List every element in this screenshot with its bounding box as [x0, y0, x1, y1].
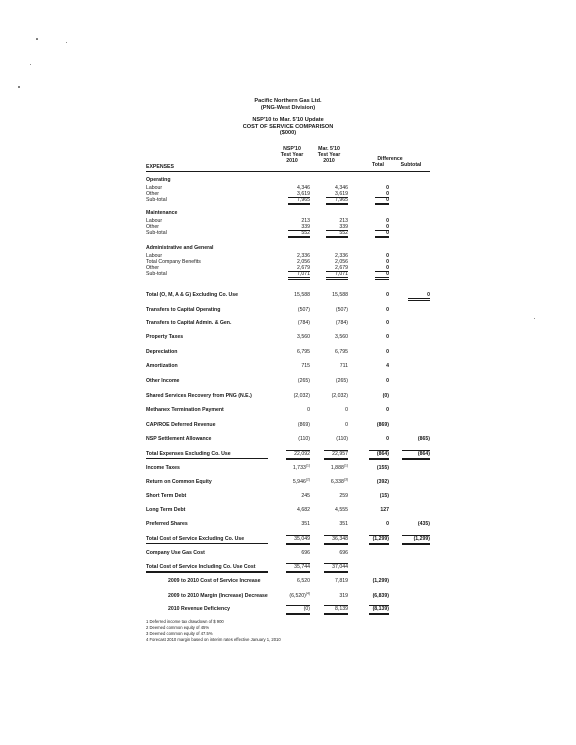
row-label: 2010 Revenue Deficiency — [168, 606, 230, 612]
nsp-value-text: 0 — [307, 407, 310, 413]
nsp-value — [270, 564, 310, 570]
mar-value — [308, 393, 348, 399]
footnote-marker: (2) — [305, 477, 310, 482]
row-label: Property Taxes — [146, 334, 184, 340]
scan-speck — [534, 318, 535, 319]
nsp-value — [270, 451, 310, 457]
row-label: Income Taxes — [146, 465, 180, 471]
row-label: Operating — [146, 177, 171, 183]
difference-total-value-text: 127 — [380, 507, 389, 513]
mar-value — [308, 536, 348, 542]
mar-value-text: 0 — [345, 422, 348, 428]
difference-total-value — [349, 320, 389, 326]
mar-value-text: 351 — [339, 521, 348, 527]
column-rule — [286, 614, 310, 615]
row-label: Amortization — [146, 363, 178, 369]
column-rule — [402, 450, 430, 451]
report-title: COST OF SERVICE COMPARISON — [242, 123, 334, 130]
nsp-value — [270, 307, 310, 313]
difference-total-value-text: 0 — [386, 190, 389, 197]
difference-total-value-text: 0 — [386, 407, 389, 413]
report-subtitle: NSP'10 to Mar. 5'10 Update — [252, 117, 324, 123]
nsp-value — [270, 493, 310, 499]
difference-total-value — [349, 292, 389, 298]
row-label: Methanex Termination Payment — [146, 407, 224, 413]
column-rule — [286, 544, 310, 545]
difference-total-value-text: 0 — [386, 217, 389, 224]
row-label: Maintenance — [146, 210, 178, 216]
mar-value — [308, 451, 348, 457]
row-label: 2009 to 2010 Margin (Increase) Decrease — [168, 593, 268, 599]
mar-value — [308, 292, 348, 298]
nsp-value-text: 1,733 — [292, 465, 306, 471]
mar-value — [308, 363, 348, 369]
scan-speck — [66, 42, 67, 43]
difference-total-value-text: 0 — [386, 196, 389, 203]
nsp-value-text: 213 — [301, 217, 310, 224]
mar-value — [305, 477, 348, 485]
nsp-value-text: 4,682 — [297, 507, 310, 513]
column-rule — [375, 230, 389, 231]
nsp-value-text: 35,049 — [294, 536, 310, 542]
nsp-value — [270, 436, 310, 442]
nsp-value-text: 2,336 — [297, 253, 310, 259]
company-name: Pacific Northern Gas Ltd. — [254, 98, 322, 104]
difference-total-value-text: (1,299) — [372, 536, 389, 542]
difference-subtotal-value — [390, 292, 430, 298]
footnote-marker: (1) — [343, 463, 348, 468]
difference-total-value — [349, 465, 389, 471]
row-label: Shared Services Recovery from PNG (N.E.) — [146, 393, 252, 399]
difference-total-value — [349, 407, 389, 413]
mar-value-text: 7,819 — [335, 578, 348, 584]
row-label: Preferred Shares — [146, 521, 188, 527]
mar-value-text: 37,044 — [332, 564, 348, 570]
mar-value-text: 259 — [339, 493, 348, 499]
mar-value — [308, 349, 348, 355]
row-label: Other — [146, 265, 159, 271]
nsp-value-text: 22,092 — [294, 451, 310, 457]
scan-speck — [30, 64, 31, 65]
mar-value-text: 2,336 — [335, 253, 348, 259]
footnote-marker: (1) — [305, 463, 310, 468]
label-rule — [146, 543, 268, 544]
mar-value — [308, 578, 348, 584]
column-rule — [402, 535, 430, 536]
column-rule — [324, 605, 348, 606]
difference-total-value-text: (869) — [376, 422, 389, 428]
mar-value-text: 1,888 — [330, 465, 344, 471]
mar-value — [308, 320, 348, 326]
mar-value-text: 2,056 — [335, 259, 348, 265]
difference-total-value-text: (392) — [376, 479, 389, 485]
nsp-value — [270, 606, 310, 612]
column-rule — [375, 279, 389, 280]
nsp-value — [270, 536, 310, 542]
mar-value-text: 6,795 — [335, 349, 348, 355]
column-rule — [286, 572, 310, 573]
nsp-value-text: 6,520 — [297, 578, 310, 584]
mar-value — [308, 521, 348, 527]
footnote: 2 Deemed common equity of 45% — [146, 625, 210, 630]
mar-column-header: Mar. 5'10 Test Year 2010 — [317, 146, 341, 164]
difference-total-value-text: (155) — [376, 465, 389, 471]
nsp-value-text: 715 — [301, 363, 310, 369]
nsp-value-text: 2,679 — [297, 265, 310, 271]
mar-value — [308, 564, 348, 570]
row-label: Total Company Benefits — [146, 259, 201, 265]
mar-value-text: 696 — [339, 550, 348, 556]
nsp-value — [270, 320, 310, 326]
difference-total-value-text: (1,299) — [372, 578, 389, 584]
nsp-value — [270, 378, 310, 384]
nsp-value — [270, 593, 310, 599]
nsp-value-text: (2,032) — [293, 393, 310, 399]
subtotal-header: Subtotal — [400, 162, 422, 168]
difference-total-value-text: 0 — [386, 259, 389, 265]
column-rule — [324, 572, 348, 573]
difference-total-value-text: 0 — [386, 271, 389, 277]
nsp-value — [270, 550, 310, 556]
column-rule — [324, 563, 348, 564]
difference-total-value-text: 0 — [386, 378, 389, 384]
nsp-value-text: (784) — [297, 320, 310, 326]
column-rule — [286, 563, 310, 564]
difference-subtotal-value-text: (865) — [417, 436, 430, 442]
nsp-value-text: 2,056 — [297, 259, 310, 265]
mar-value-text: 711 — [339, 363, 348, 369]
mar-value-text: 4,555 — [335, 507, 348, 513]
difference-total-value-text: 0 — [386, 320, 389, 326]
mar-value-text: 3,619 — [335, 190, 348, 197]
row-label: Labour — [146, 184, 163, 191]
difference-total-value — [349, 479, 389, 485]
column-rule — [326, 271, 348, 272]
difference-total-value — [349, 307, 389, 313]
nsp-value-text: 3,560 — [297, 334, 310, 340]
row-label: Depreciation — [146, 349, 178, 355]
difference-total-value-text: 0 — [386, 334, 389, 340]
nsp-value-text: 696 — [301, 550, 310, 556]
nsp-value — [270, 363, 310, 369]
row-label: Total Cost of Service Excluding Co. Use — [146, 536, 245, 542]
mar-value-text: (265) — [335, 378, 348, 384]
column-rule — [324, 459, 348, 460]
difference-subtotal-value — [390, 521, 430, 527]
difference-total-value-text: (8,139) — [372, 606, 389, 612]
column-rule — [324, 535, 348, 536]
column-rule — [369, 459, 389, 460]
column-rule — [326, 204, 348, 205]
difference-total-value-text: 0 — [386, 253, 389, 259]
mar-value — [308, 422, 348, 428]
nsp-value-text: 6,795 — [297, 349, 310, 355]
row-label: Total (O, M, A & G) Excluding Co. Use — [146, 292, 239, 298]
mar-value-text: 3,560 — [335, 334, 348, 340]
row-label: Labour — [146, 217, 163, 224]
row-label: CAP/ROE Deferred Revenue — [146, 422, 216, 428]
difference-total-value-text: 0 — [386, 521, 389, 527]
row-label: Sub-total — [146, 196, 167, 203]
column-rule — [288, 237, 310, 238]
total-header: Total — [371, 162, 384, 168]
column-rule — [286, 450, 310, 451]
mar-value — [308, 307, 348, 313]
mar-value-text: 15,588 — [332, 292, 348, 298]
mar-value-text: (2,032) — [331, 393, 348, 399]
nsp-value — [270, 334, 310, 340]
nsp-value-text: (869) — [297, 422, 310, 428]
nsp-value-text: 7,071 — [297, 271, 310, 277]
column-rule — [369, 544, 389, 545]
difference-subtotal-value-text: (435) — [417, 521, 430, 527]
nsp-value-text: (0) — [303, 606, 310, 612]
difference-subtotal-value — [390, 451, 430, 457]
difference-subtotal-value-text: (864) — [417, 451, 430, 457]
nsp-value — [270, 349, 310, 355]
nsp-value-text: 351 — [301, 521, 310, 527]
row-label: NSP Settlement Allowance — [146, 436, 212, 442]
column-rule — [324, 450, 348, 451]
mar-value-text: 8,139 — [335, 606, 348, 612]
mar-value — [308, 378, 348, 384]
mar-value-text: 2,679 — [335, 265, 348, 271]
difference-total-value-text: 0 — [386, 349, 389, 355]
mar-value-text: 22,957 — [332, 451, 348, 457]
column-rule — [369, 535, 389, 536]
nsp-value-text: 35,744 — [294, 564, 310, 570]
nsp-value-text: 339 — [301, 223, 310, 230]
difference-total-value — [349, 378, 389, 384]
difference-total-value — [349, 493, 389, 499]
row-label: Labour — [146, 253, 163, 259]
column-rule — [326, 237, 348, 238]
column-rule — [288, 204, 310, 205]
nsp-value-text: 3,619 — [297, 190, 310, 197]
mar-value-text: 552 — [339, 229, 348, 236]
mar-value — [308, 507, 348, 513]
row-label: Short Term Debt — [146, 493, 187, 499]
difference-subtotal-value — [390, 536, 430, 542]
column-rule — [286, 535, 310, 536]
row-label: Long Term Debt — [146, 507, 186, 513]
row-label: 2009 to 2010 Cost of Service Increase — [168, 578, 261, 584]
header-rule — [146, 171, 430, 172]
mar-value — [305, 591, 348, 599]
mar-value-text: 339 — [339, 223, 348, 230]
difference-total-value-text: (0) — [382, 393, 389, 399]
nsp-value — [270, 465, 310, 471]
nsp-column-header: NSP'10 Test Year 2010 — [280, 146, 304, 164]
mar-value-text: 7,965 — [335, 196, 348, 203]
nsp-value-text: (6,520) — [289, 593, 306, 599]
column-rule — [369, 450, 389, 451]
mar-value-text: 319 — [339, 593, 348, 599]
nsp-value — [270, 393, 310, 399]
row-label: Sub-total — [146, 229, 167, 236]
row-label: Administrative and General — [146, 245, 214, 251]
mar-value-text: 0 — [345, 407, 348, 413]
difference-subtotal-value-text: 0 — [427, 292, 430, 298]
column-rule — [326, 197, 348, 198]
column-rule — [375, 237, 389, 238]
difference-total-value-text: (15) — [379, 493, 389, 499]
difference-total-value — [349, 593, 389, 599]
nsp-value-text: 4,346 — [297, 184, 310, 191]
column-rule — [324, 544, 348, 545]
mar-value — [308, 436, 348, 442]
difference-total-value — [349, 363, 389, 369]
nsp-value-text: 5,946 — [292, 479, 306, 485]
mar-value — [308, 606, 348, 612]
nsp-value-text: 245 — [301, 493, 310, 499]
footnote-marker: (3) — [343, 477, 348, 482]
nsp-value-text: (507) — [297, 307, 310, 313]
column-rule — [326, 230, 348, 231]
mar-value-text: 7,071 — [335, 271, 348, 277]
row-label: Sub-total — [146, 271, 167, 277]
footnote: 4 Forecast 2010 margin based on interim rates effective January 1, 2010 — [146, 637, 281, 642]
row-label: Total Expenses Excluding Co. Use — [146, 451, 231, 457]
column-rule — [288, 230, 310, 231]
nsp-value-text: 15,588 — [294, 292, 310, 298]
column-rule — [402, 544, 430, 545]
mar-value-text: (507) — [335, 307, 348, 313]
row-label: Company Use Gas Cost — [146, 550, 205, 556]
mar-value — [308, 407, 348, 413]
nsp-value — [270, 479, 310, 485]
column-rule — [375, 204, 389, 205]
nsp-value — [270, 507, 310, 513]
difference-total-value — [349, 521, 389, 527]
nsp-value — [270, 521, 310, 527]
nsp-value — [270, 292, 310, 298]
footnote: 1 Deferred income tax drawdown of $ 900 — [146, 619, 224, 624]
column-rule — [375, 197, 389, 198]
mar-value — [308, 550, 348, 556]
scan-speck — [36, 38, 38, 40]
division-name: (PNG-West Division) — [260, 104, 316, 111]
column-rule — [402, 459, 430, 460]
row-label: Other Income — [146, 378, 180, 384]
difference-total-value — [349, 349, 389, 355]
row-label: Other — [146, 190, 159, 197]
difference-total-value-text: 0 — [386, 292, 389, 298]
column-rule — [326, 279, 348, 280]
mar-value — [305, 463, 348, 471]
scan-speck — [18, 86, 20, 88]
difference-total-value — [349, 393, 389, 399]
mar-value — [308, 493, 348, 499]
mar-value — [308, 334, 348, 340]
difference-total-value-text: 4 — [386, 363, 389, 369]
difference-header: Difference — [377, 156, 403, 162]
difference-total-value — [349, 578, 389, 584]
column-rule — [369, 614, 389, 615]
row-label: Total Cost of Service Including Co. Use Cost — [146, 564, 256, 570]
row-label: Transfers to Capital Admin. & Gen. — [146, 320, 232, 326]
label-rule — [146, 572, 268, 573]
nsp-value — [270, 578, 310, 584]
difference-total-value — [349, 536, 389, 542]
nsp-value-text: (265) — [297, 378, 310, 384]
nsp-value-text: 7,965 — [297, 196, 310, 203]
difference-subtotal-value — [390, 436, 430, 442]
nsp-value-text: (110) — [298, 436, 310, 442]
difference-total-value — [349, 507, 389, 513]
column-rule — [286, 459, 310, 460]
difference-total-value-text: 0 — [386, 223, 389, 230]
expenses-header: EXPENSES — [146, 164, 174, 170]
label-rule — [146, 458, 268, 459]
column-rule — [288, 271, 310, 272]
difference-subtotal-value-text: (1,299) — [413, 536, 430, 542]
difference-total-value-text: (6,839) — [372, 593, 389, 599]
footnote-marker: (4) — [305, 591, 310, 596]
report-units: ($000) — [279, 130, 297, 136]
column-rule — [288, 197, 310, 198]
nsp-value — [270, 407, 310, 413]
nsp-value — [270, 422, 310, 428]
row-label: Transfers to Capital Operating — [146, 307, 221, 313]
mar-value-text: (784) — [335, 320, 348, 326]
difference-total-value — [349, 606, 389, 612]
difference-total-value-text: 0 — [386, 265, 389, 271]
mar-value-text: 6,338 — [330, 479, 344, 485]
difference-total-value-text: 0 — [386, 436, 389, 442]
mar-value-text: (110) — [336, 436, 348, 442]
difference-total-value-text: 0 — [386, 184, 389, 191]
column-rule — [288, 279, 310, 280]
difference-total-value-text: 0 — [386, 307, 389, 313]
difference-total-value — [349, 436, 389, 442]
column-rule — [286, 605, 310, 606]
difference-total-value — [349, 422, 389, 428]
difference-total-value — [349, 334, 389, 340]
difference-total-value — [349, 451, 389, 457]
footnote: 3 Deemed common equity of 47.5% — [146, 631, 213, 636]
mar-value-text: 36,348 — [332, 536, 348, 542]
column-rule — [375, 271, 389, 272]
row-label: Other — [146, 223, 159, 230]
difference-total-value-text: (864) — [376, 451, 389, 457]
column-rule — [369, 605, 389, 606]
mar-value-text: 213 — [339, 217, 348, 224]
row-label: Return on Common Equity — [146, 479, 212, 485]
difference-total-value-text: 0 — [386, 229, 389, 236]
column-rule — [324, 614, 348, 615]
mar-value-text: 4,346 — [335, 184, 348, 191]
nsp-value-text: 552 — [301, 229, 310, 236]
column-rule — [408, 300, 430, 301]
